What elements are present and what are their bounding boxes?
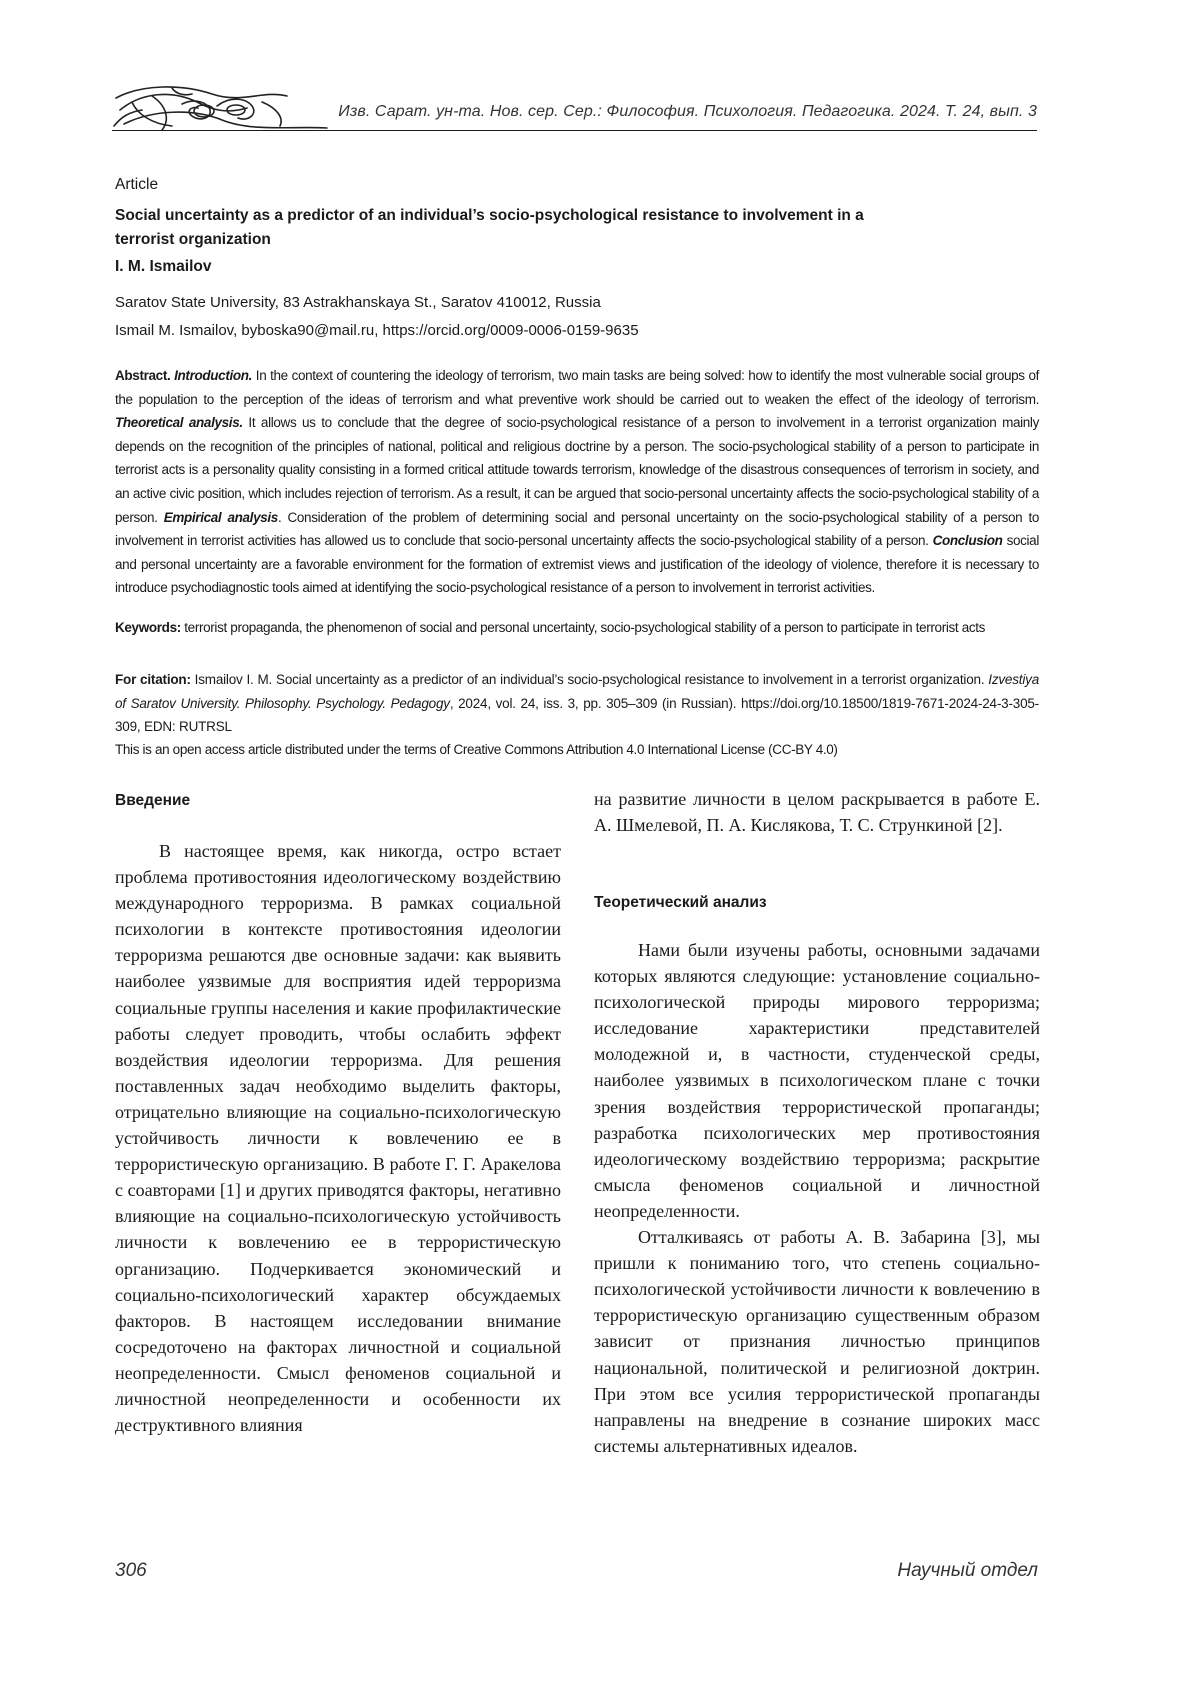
abstract-intro-label: Introduction. [174,368,253,383]
citation-journal: Izvestiya of Saratov University. Philosophy. Psychology. Pedagogy [115,672,1039,711]
body-right-column [594,937,1040,1459]
citation-label: For citation: [115,672,191,687]
citation-text-after: , 2024, vol. 24, iss. 3, pp. 305–309 (in Russian). https://doi.org/10.18500/1819-7671-2024-24-3-305-309, EDN: RUTRSL [115,695,1039,735]
abstract-empirical-label: Empirical analysis [163,509,278,525]
author-contact: Ismail M. Ismailov, byboska90@mail.ru, https://orcid.org/0009-0006-0159-9635 [115,322,639,339]
abstract [115,364,1039,600]
header-rule [112,130,1037,131]
abstract-conclusion-label: Conclusion [932,533,1003,549]
keywords-text: terrorist propaganda, the phenomenon of social and personal uncertainty, socio-psychological stability of a person to participate in terrorist acts [180,620,986,635]
author-affiliation: Saratov State University, 83 Astrakhanskaya St., Saratov 410012, Russia [115,294,601,311]
article-type: Article [115,176,159,193]
author-name: I. M. Ismailov [115,258,212,275]
journal-running-head: Изв. Сарат. ун-та. Нов. сер. Сер.: Философия. Психология. Педагогика. 2024. Т. 24, вып. 3 [338,103,1037,120]
keywords-label: Keywords: [115,620,181,635]
citation [115,668,1039,739]
section-heading-introduction: Введение [115,792,191,809]
section-name: Научный отдел [897,1560,1038,1581]
keywords [115,616,1039,640]
article-title: Social uncertainty as a predictor of an individual’s socio-psychological resistance to involvement in a terrorist organization [115,207,864,248]
body-paragraph: на развитие личности в целом раскрывается в работе Е. А. Шмелевой, П. А. Кислякова, Т. С. Стрункиной [2]. [594,789,1040,836]
body-right-continuation [594,786,1040,838]
abstract-theory-text: It allows us to conclude that the degree of socio-psychological resistance of a person to involvement in a terrorist organization mainly depends on the recognition of the principles of national, political and religious doctrine by a person. The socio-psychological stability of a person to participate in terrorist acts is a personality quality consisting in a formed critical attitude towards terrorism, knowledge of the disastrous consequences of terrorism in society, and an active civic position, which includes rejection of terrorism. As a result, it can be argued that socio-personal uncertainty affects the socio-psychological stability of a person. [115,415,1039,525]
abstract-theory-label: Theoretical analysis. [115,415,243,431]
abstract-empirical-text: . Consideration of the problem of determining social and personal uncertainty on the socio-psychological stability of a person to involvement in terrorist activities has allowed us to conclude that socio-personal uncertainty affects the socio-psychological stability of a person. [115,509,1040,549]
license-notice: This is an open access article distributed under the terms of Creative Commons Attribution 4.0 International License (CC-BY 4.0) [115,742,838,757]
abstract-intro-text: In the context of countering the ideology of terrorism, two main tasks are being solved: how to identify the most vulnerable social groups of the population to the perception of the ideas of terrorism and what preventive work should be carried out to weaken the effect of the ideology of terrorism. [115,368,1039,407]
body-paragraph: Отталкиваясь от работы А. В. Забарина [3], мы пришли к пониманию того, что степень социально-психологической устойчивости личности к вовлечению в террористическую организацию существенным образом зависит от признания личностью принципов национальной, политической и религиозной доктрин. При этом все усилия террористической пропаганды направлены на внедрение в сознание широких масс системы альтернативных идеалов. [594,1227,1040,1456]
section-heading-theory: Теоретический анализ [594,894,767,911]
body-paragraph: Нами были изучены работы, основными задачами которых являются следующие: установление социально-психологической природы мирового терроризма; исследование характеристики представителей молодежной и, в частности, студенческой среды, наиболее уязвимых в психологическом плане с точки зрения воздействия террористической пропаганды; разработка психологических мер противостояния идеологическому воздействию терроризма; раскрытие смысла феноменов социальной и личностной неопределенности. [594,940,1040,1221]
body-left-column [115,838,561,1438]
page-number: 306 [115,1560,147,1581]
journal-logo [112,80,332,136]
abstract-label: Abstract. [115,368,171,383]
body-paragraph: В настоящее время, как никогда, остро встает проблема противостояния идеологическому воздействию международного терроризма. В рамках социальной психологии в контексте противостояния идеологии терроризма решаются две основные задачи: как выявить наиболее уязвимые для восприятия идей терроризма социальные группы населения и какие профилактические работы следует проводить, чтобы ослабить эффект воздействия идеологии терроризма. Для решения поставленных задач необходимо выделить факторы, отрицательно влияющие на социально-психологическую устойчивость личности к вовлечению ее в террористическую организацию. В работе Г. Г. Аракелова с соавторами [1] и других приводятся факторы, негативно влияющие на социально-психологическую устойчивость личности к вовлечению ее в террористическую организацию. Подчеркивается экономический и социально-психологический характер обсуждаемых факторов. В настоящем исследовании внимание сосредоточено на факторах личностной и социальной неопределенности. Смысл феноменов социальной и личностной неопределенности и особенности их деструктивного влияния [115,841,561,1436]
citation-text-before: Ismailov I. M. Social uncertainty as a predictor of an individual’s socio-psychological resistance to involvement in a terrorist organization. [190,672,989,687]
abstract-conclusion-text: social and personal uncertainty are a favorable environment for the formation of extremist views and justification of the ideology of violence, therefore it is necessary to introduce psychodiagnostic tools aimed at identifying the socio-psychological resistance of a person to involvement in terrorist activities. [115,533,1039,596]
